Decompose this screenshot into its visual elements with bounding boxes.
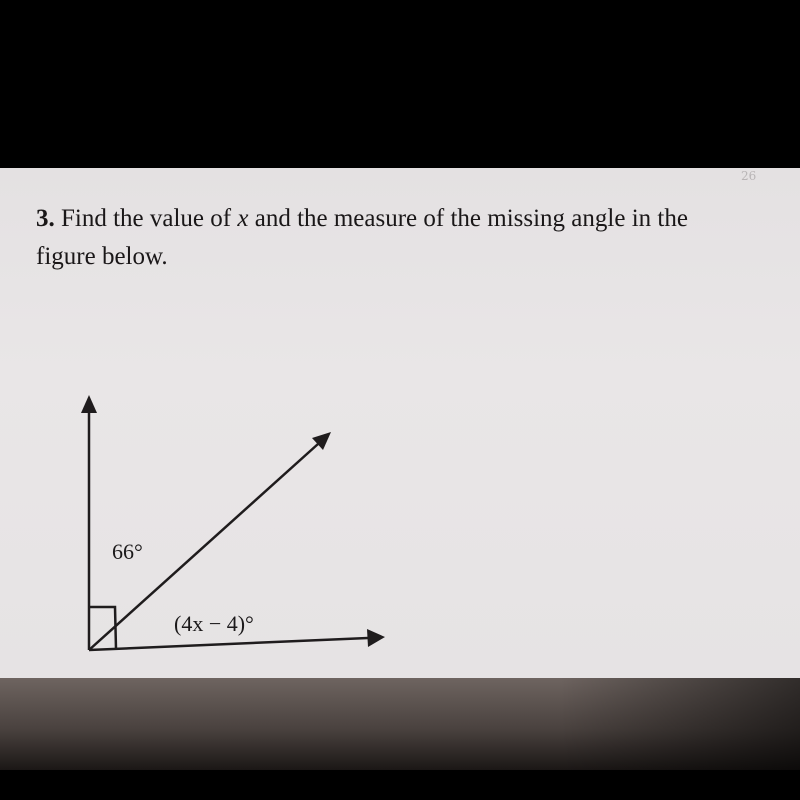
question-number: 3. bbox=[36, 205, 55, 232]
horizontal-ray-arrowhead bbox=[367, 629, 385, 647]
question-variable: x bbox=[237, 205, 249, 232]
question-text-part-1: Find the value of bbox=[61, 205, 238, 232]
question-text-part-2: and the measure of the missing angle in the bbox=[248, 205, 688, 232]
page-number: 26 bbox=[741, 169, 757, 183]
question-line-2: figure below. bbox=[36, 243, 168, 270]
angle-label-66: 66° bbox=[112, 539, 143, 564]
angle-label-expression: (4x − 4)° bbox=[174, 611, 254, 636]
horizontal-ray bbox=[89, 638, 368, 650]
vertical-ray-arrowhead bbox=[81, 395, 97, 413]
